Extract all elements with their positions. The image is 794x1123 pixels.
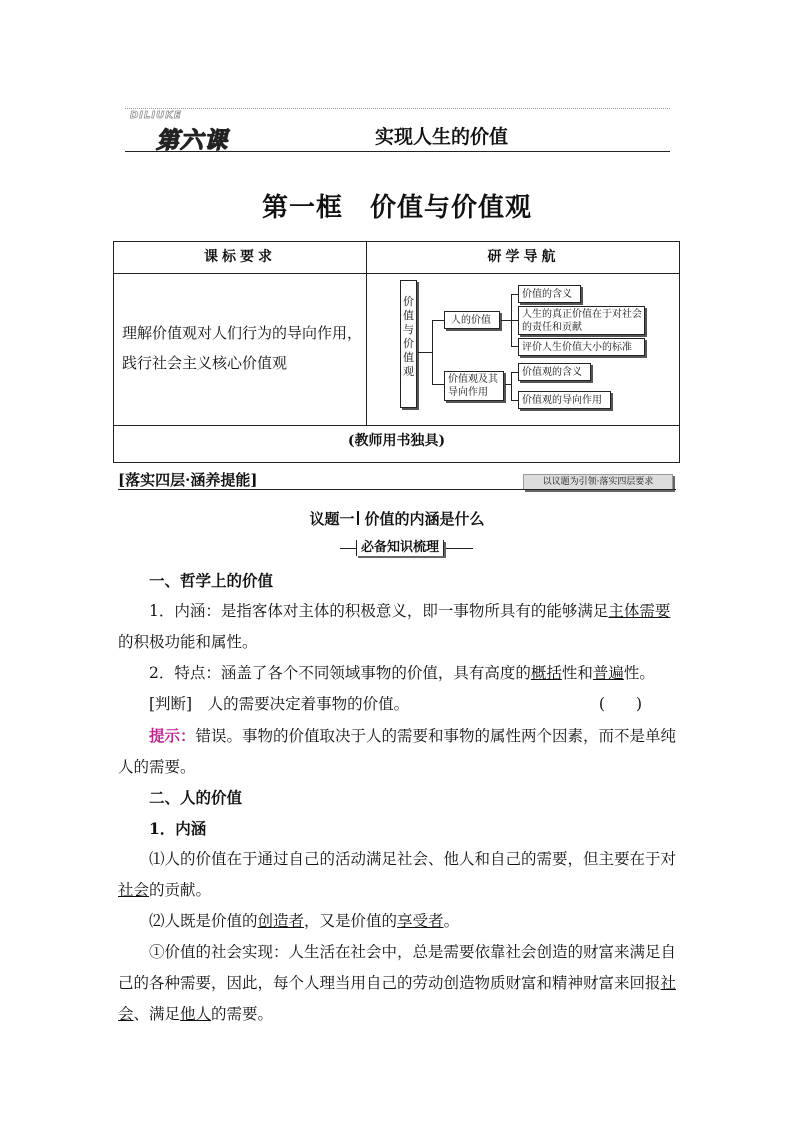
section-heading: [落实四层·涵养提能] <box>118 471 258 489</box>
text: 1．内涵：是指客体对主体的积极意义，即一事物所具有的能够满足 <box>149 602 609 620</box>
mindmap-root: 价值与价值观 <box>400 280 417 408</box>
topic-label: 议题一 <box>309 510 355 528</box>
answer-blank: ( ) <box>598 695 642 713</box>
hint-paragraph <box>118 720 678 783</box>
topic-text: 价值的内涵是什么 <box>364 510 485 528</box>
paragraph-social-realization <box>118 937 678 1030</box>
header-dotted-rule <box>125 108 670 109</box>
paragraph-connotation <box>118 596 678 658</box>
mindmap-leaf-evaluation-standard: 评价人生价值大小的标准 <box>518 338 645 356</box>
mindmap-connector <box>501 320 511 321</box>
mindmap-connector <box>432 320 444 321</box>
header-subtitle: DILIUKE <box>130 110 182 121</box>
text: ①价值的社会实现：人生活在社会中，总是需要依靠社会创造的财富来满足自己的各种需要，因此，每个人理当用自己的劳动创造物质财富和精神财富来回报 <box>118 943 677 992</box>
underlined-term: 社会 <box>118 974 677 1023</box>
hint-text: 错误。事物的价值取决于人的需要和事物的属性两个因素，而不是单纯人的需要。 <box>118 727 677 776</box>
judge-label: [判断] <box>149 695 193 713</box>
mindmap-connector <box>511 320 518 321</box>
requirement-text: 理解价值观对人们行为的导向作用，践行社会主义核心价值观 <box>122 324 363 372</box>
paragraph-human-value-meaning <box>118 844 678 906</box>
paragraph-characteristics <box>118 658 678 689</box>
hint-label: 提示： <box>149 726 196 745</box>
paragraph-creator-enjoyer <box>118 906 678 937</box>
mindmap-leaf-values-guidance: 价值观的导向作用 <box>518 391 611 409</box>
section-tag: 以议题为引领·落实四层要求 <box>523 474 673 490</box>
text: ⑴人的价值在于通过自己的活动满足社会、他人和自己的需要，但主要在于对 <box>149 850 677 868</box>
judgement-question <box>118 689 678 720</box>
text: 、满足 <box>133 1005 181 1023</box>
table-header-divider <box>114 273 679 274</box>
topic-heading <box>0 508 794 529</box>
underlined-term: 他人 <box>180 1005 212 1023</box>
underlined-term: 普遍 <box>592 664 624 682</box>
table-column-divider <box>366 242 367 425</box>
underlined-term: 社会 <box>118 881 150 899</box>
mindmap-connector <box>511 372 512 400</box>
topic-separator <box>357 511 359 525</box>
header-rule <box>125 151 670 152</box>
mindmap-leaf-value-meaning: 价值的含义 <box>518 285 581 303</box>
table-header-navigation: 研学导航 <box>487 249 560 265</box>
subheading-connotation: 1．内涵 <box>149 819 207 838</box>
underlined-term: 创造者 <box>257 912 305 930</box>
text: 的需要。 <box>211 1005 274 1023</box>
mindmap-branch-values-guidance: 价值观及其导向作用 <box>444 371 504 401</box>
table-header-requirements: 课标要求 <box>204 249 276 265</box>
mindmap-connector <box>418 352 432 353</box>
text: ，又是价值的 <box>304 912 398 930</box>
text: 的积极功能和属性。 <box>118 633 258 651</box>
judge-text: 人的需要决定着事物的价值。 <box>207 695 410 713</box>
mindmap-branch-human-value: 人的价值 <box>444 311 500 329</box>
text: 性。 <box>623 664 655 682</box>
mindmap-connector <box>511 400 518 401</box>
mindmap-leaf-values-meaning: 价值观的含义 <box>518 363 591 381</box>
text: 性和 <box>561 664 593 682</box>
teacher-only-note: (教师用书独具) <box>347 433 446 449</box>
mindmap-leaf-true-value: 人生的真正价值在于对社会的责任和贡献 <box>518 306 645 335</box>
underlined-term: 概括 <box>530 664 562 682</box>
underlined-term: 享受者 <box>397 912 444 930</box>
mindmap-connector <box>432 384 444 385</box>
lesson-number: 第六课 <box>156 128 228 154</box>
text: 的贡献。 <box>149 881 212 899</box>
mindmap-connector <box>511 346 518 347</box>
text: 2．特点：涵盖了各个不同领域事物的价值，具有高度的 <box>149 664 531 682</box>
mindmap-connector <box>432 320 433 384</box>
mindmap-connector <box>511 294 518 295</box>
must-know-label: 必备知识梳理 <box>356 540 444 556</box>
mindmap-connector <box>511 372 518 373</box>
table-footer-divider <box>114 425 679 426</box>
heading-philosophy-value: 一、哲学上的价值 <box>149 571 274 590</box>
lesson-title: 实现人生的价值 <box>375 126 509 148</box>
text: 。 <box>443 912 460 930</box>
frame-title: 第一框 价值与价值观 <box>261 193 532 223</box>
section-rule <box>118 489 676 490</box>
underlined-term: 主体需要 <box>608 602 671 620</box>
text: ⑵人既是价值的 <box>149 912 258 930</box>
overview-table <box>113 241 680 463</box>
heading-human-value: 二、人的价值 <box>149 788 243 807</box>
must-know-banner <box>340 540 473 556</box>
